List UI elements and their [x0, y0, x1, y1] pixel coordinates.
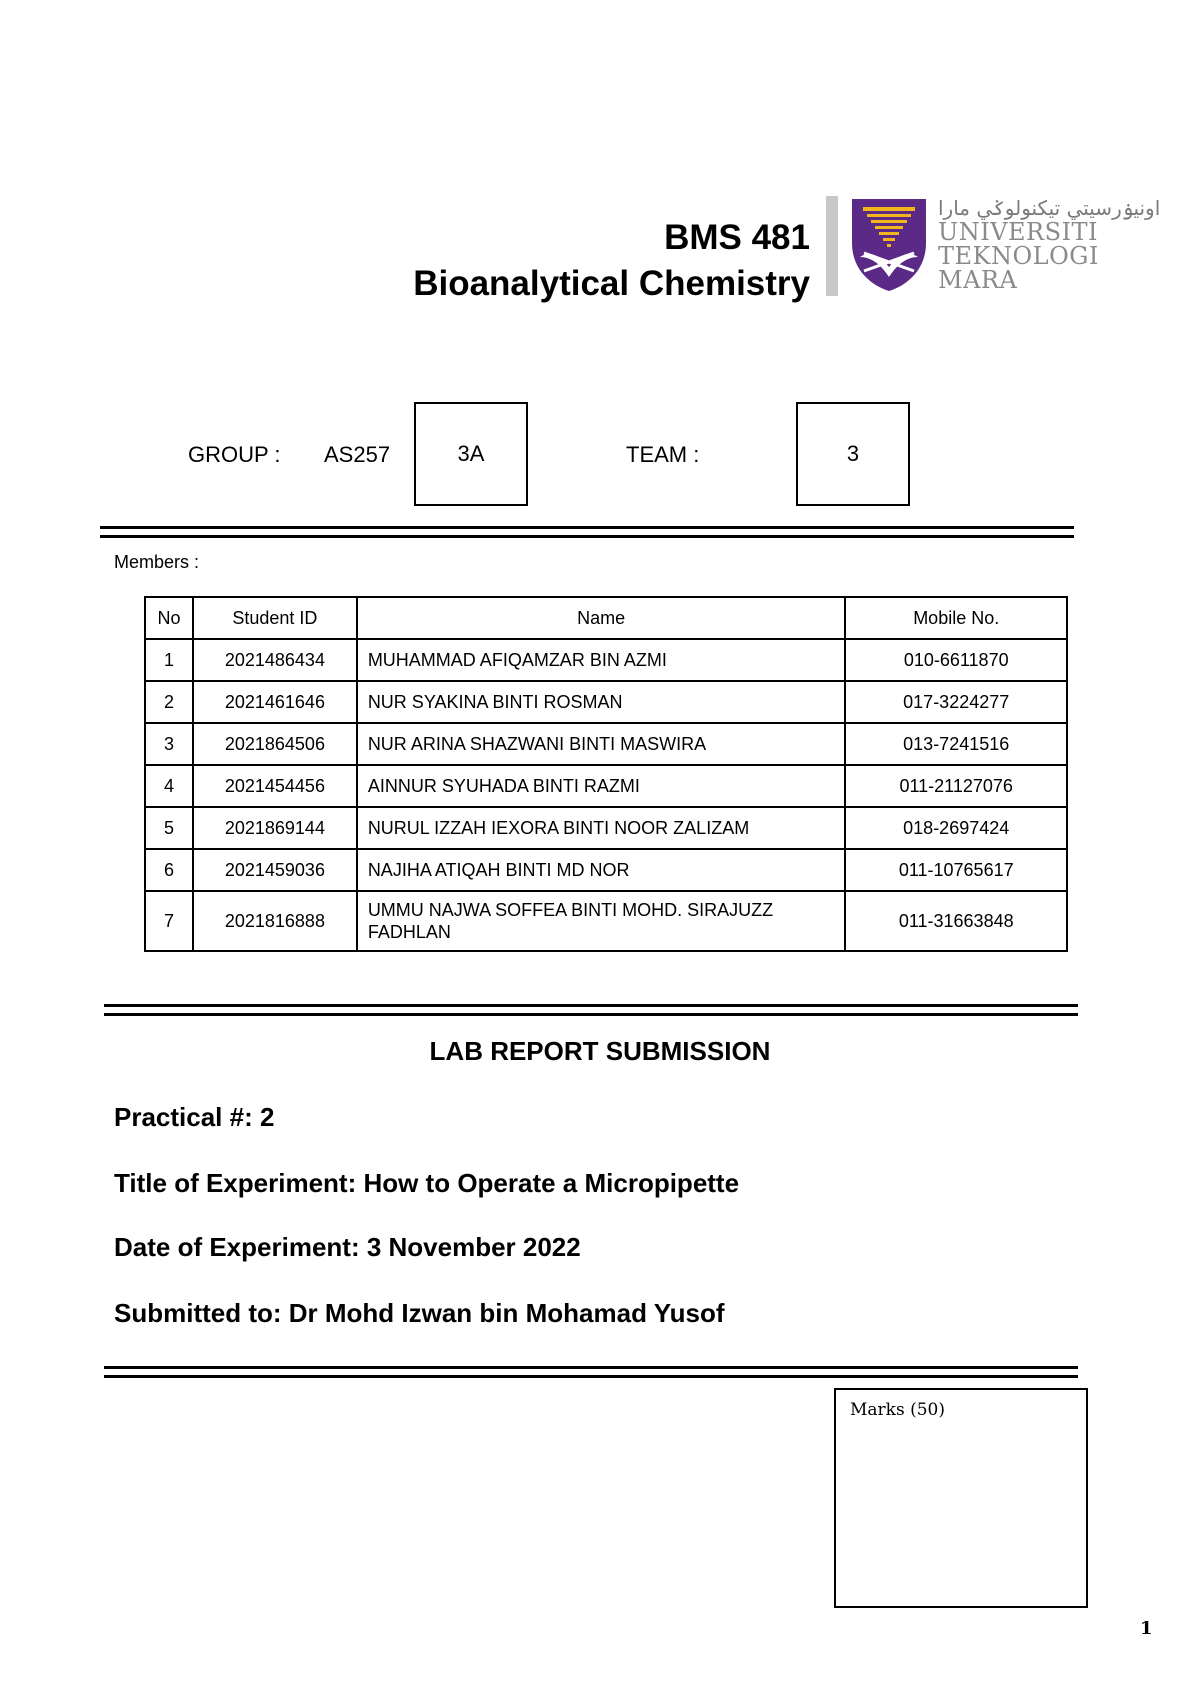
cell-mobile: 011-31663848: [845, 891, 1067, 951]
practical-number: Practical #: 2: [114, 1102, 275, 1132]
cell-mobile: 011-10765617: [845, 849, 1067, 891]
course-name: Bioanalytical Chemistry: [413, 264, 810, 303]
cell-no: 5: [145, 807, 193, 849]
column-header-mobile: Mobile No.: [845, 597, 1067, 639]
cell-mobile: 011-21127076: [845, 765, 1067, 807]
table-row: [145, 849, 1067, 891]
table-row: [145, 681, 1067, 723]
cell-student-id: 2021816888: [193, 891, 357, 951]
group-code: AS257: [324, 442, 391, 467]
cell-student-id: 2021864506: [193, 723, 357, 765]
cell-name: NUR ARINA SHAZWANI BINTI MASWIRA: [357, 723, 846, 765]
column-header-name: Name: [357, 597, 846, 639]
submitted-to: Submitted to: Dr Mohd Izwan bin Mohamad Yusof: [114, 1298, 725, 1328]
cell-no: 3: [145, 723, 193, 765]
members-table: [144, 596, 1068, 952]
cell-name: AINNUR SYUHADA BINTI RAZMI: [357, 765, 846, 807]
cell-mobile: 010-6611870: [845, 639, 1067, 681]
table-row: [145, 639, 1067, 681]
cell-no: 4: [145, 765, 193, 807]
team-label: TEAM :: [626, 442, 700, 467]
section-divider-3: [104, 1366, 1078, 1378]
cell-mobile: 013-7241516: [845, 723, 1067, 765]
cell-name: MUHAMMAD AFIQAMZAR BIN AZMI: [357, 639, 846, 681]
cell-no: 1: [145, 639, 193, 681]
page-number: 1: [1140, 1618, 1153, 1639]
cell-student-id: 2021459036: [193, 849, 357, 891]
cell-name: UMMU NAJWA SOFFEA BINTI MOHD. SIRAJUZZ FADHLAN: [357, 891, 846, 951]
cell-student-id: 2021454456: [193, 765, 357, 807]
cell-student-id: 2021486434: [193, 639, 357, 681]
course-code: BMS 481: [664, 218, 810, 257]
logo-line-1: UNIVERSITI: [938, 218, 1099, 246]
team-value: 3: [846, 441, 860, 466]
cell-student-id: 2021869144: [193, 807, 357, 849]
cell-name: NURUL IZZAH IEXORA BINTI NOOR ZALIZAM: [357, 807, 846, 849]
logo-line-3: MARA: [938, 266, 1018, 294]
group-value-box: [414, 402, 528, 506]
marks-label: Marks (50): [850, 1400, 945, 1420]
table-row: [145, 891, 1067, 951]
cell-name: NUR SYAKINA BINTI ROSMAN: [357, 681, 846, 723]
group-value: 3A: [457, 441, 485, 466]
logo-divider: [826, 196, 838, 296]
section-divider-1: [100, 526, 1074, 538]
experiment-title: Title of Experiment: How to Operate a Micropipette: [114, 1168, 740, 1198]
university-logo-text: [938, 196, 1160, 292]
experiment-date: Date of Experiment: 3 November 2022: [114, 1232, 581, 1262]
section-divider-2: [104, 1004, 1078, 1016]
column-header-student-id: Student ID: [193, 597, 357, 639]
submission-title: LAB REPORT SUBMISSION: [429, 1036, 771, 1066]
logo-arabic-text: اونيۏرسيتي تيكنولوݢي مارا: [938, 196, 1161, 220]
cell-no: 2: [145, 681, 193, 723]
cell-no: 7: [145, 891, 193, 951]
cell-student-id: 2021461646: [193, 681, 357, 723]
group-label: GROUP :: [188, 442, 281, 467]
team-value-box: [796, 402, 910, 506]
column-header-no: No: [145, 597, 193, 639]
table-row: [145, 723, 1067, 765]
cell-mobile: 017-3224277: [845, 681, 1067, 723]
university-emblem-icon: [848, 197, 930, 293]
members-label: Members :: [114, 552, 200, 572]
table-row: [145, 807, 1067, 849]
table-row: [145, 765, 1067, 807]
marks-box: [834, 1388, 1088, 1608]
cell-mobile: 018-2697424: [845, 807, 1067, 849]
cell-name: NAJIHA ATIQAH BINTI MD NOR: [357, 849, 846, 891]
logo-line-2: TEKNOLOGI: [938, 242, 1099, 270]
table-header-row: [145, 597, 1067, 639]
cell-no: 6: [145, 849, 193, 891]
